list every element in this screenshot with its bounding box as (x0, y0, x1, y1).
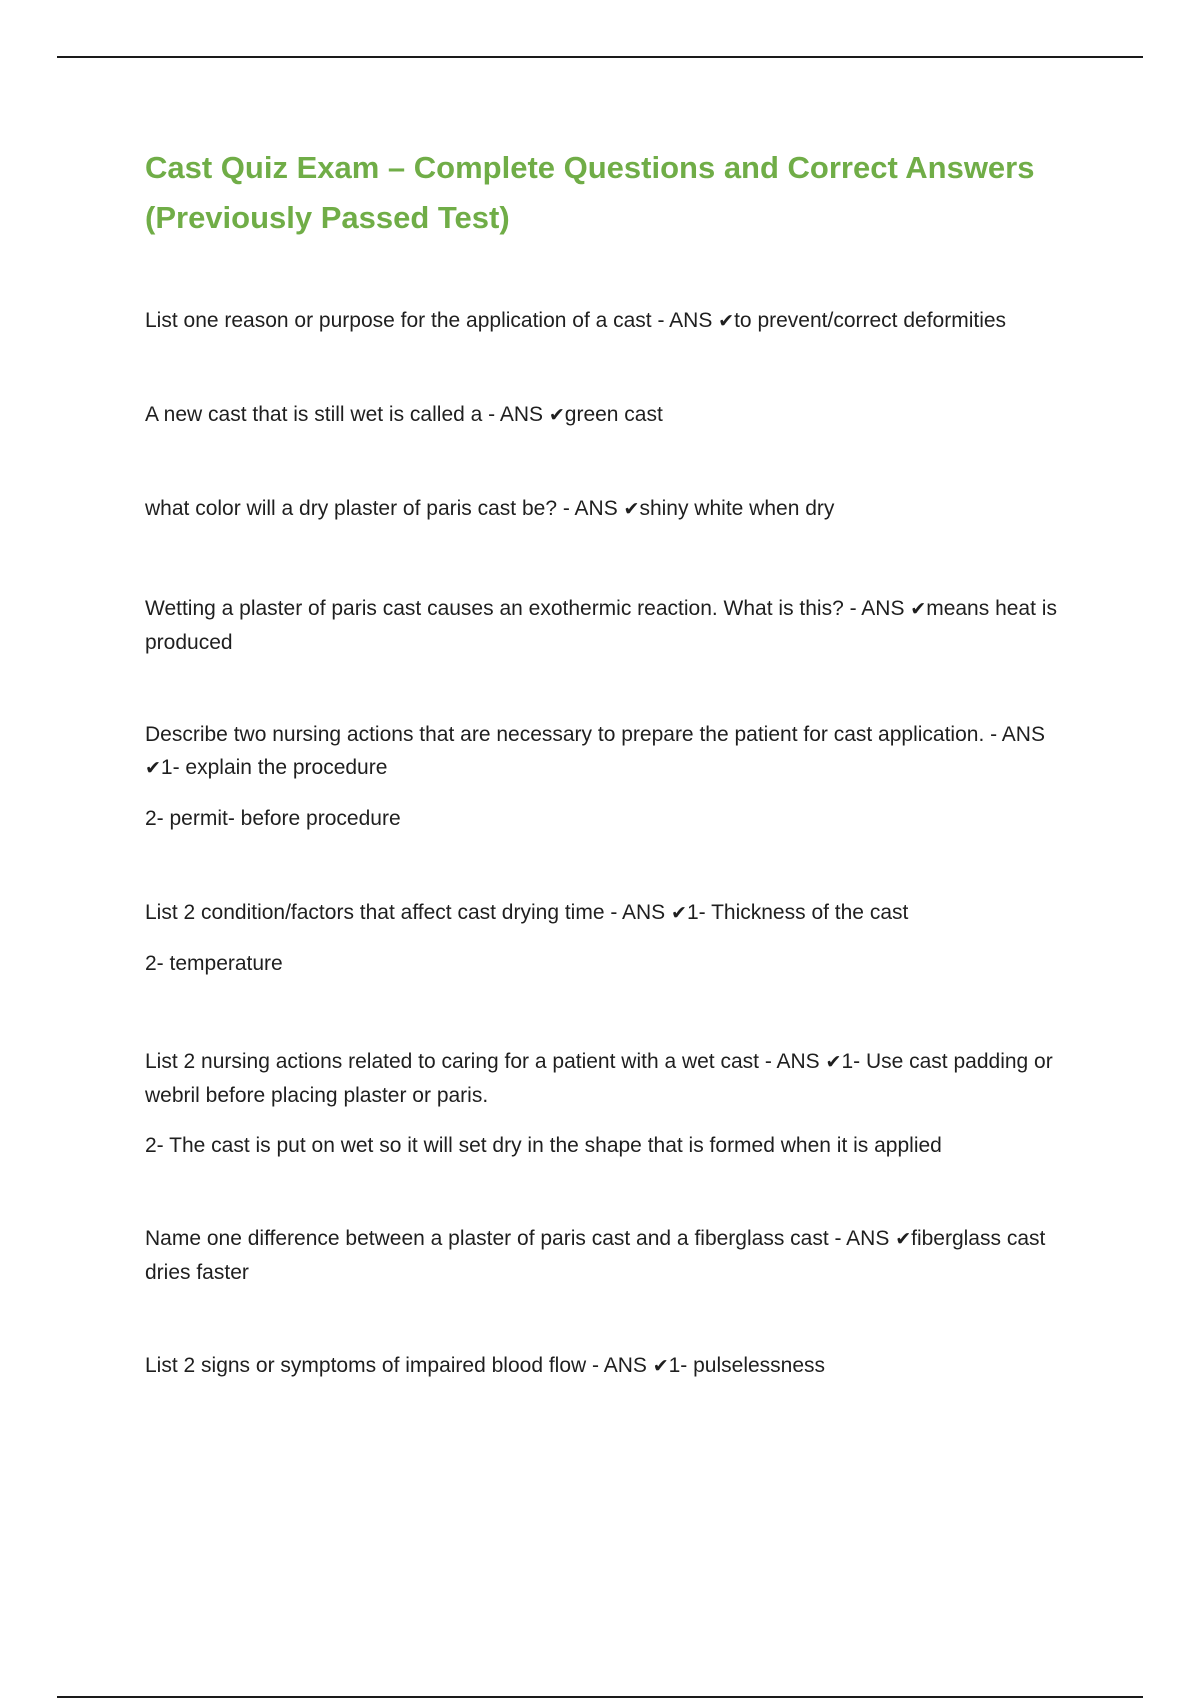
qa-question (145, 1222, 1085, 1289)
question-text: Wetting a plaster of paris cast causes an exothermic reaction. What is this? - ANS (145, 597, 911, 620)
answer-text: green cast (564, 403, 663, 426)
qa-question (145, 718, 1085, 785)
qa-answer-continuation: 2- permit- before procedure (145, 807, 401, 830)
question-text: List one reason or purpose for the application of a cast - ANS (145, 309, 719, 332)
check-mark-icon: ✔ (623, 498, 640, 520)
title-line-1: Cast Quiz Exam – Complete Questions and Correct Answers (145, 150, 1035, 185)
answer-text: 1- pulselessness (668, 1354, 826, 1377)
question-text: A new cast that is still wet is called a - ANS (145, 403, 549, 426)
answer-text: 1- Thickness of the cast (686, 901, 909, 924)
document-body (145, 143, 1085, 1383)
answer-text: 1- explain the procedure (160, 756, 388, 779)
qa-item (145, 492, 1085, 526)
check-mark-icon: ✔ (910, 598, 927, 620)
question-text: List 2 condition/factors that affect cast drying time - ANS (145, 901, 672, 924)
qa-item (145, 896, 1085, 980)
check-mark-icon: ✔ (671, 902, 687, 924)
qa-answer-continuation: 2- temperature (145, 952, 283, 975)
check-mark-icon: ✔ (548, 404, 565, 426)
qa-question (145, 398, 1085, 432)
question-text: Name one difference between a plaster of paris cast and a fiberglass cast - ANS (145, 1227, 896, 1250)
question-text: List 2 nursing actions related to caring for a patient with a wet cast - ANS (145, 1050, 826, 1073)
qa-question (145, 896, 1085, 930)
qa-list (145, 304, 1085, 1383)
qa-question (145, 1349, 1085, 1383)
qa-question (145, 592, 1085, 659)
check-mark-icon: ✔ (895, 1228, 912, 1250)
question-text: Describe two nursing actions that are necessary to prepare the patient for cast application. - ANS (145, 723, 1045, 746)
qa-item (145, 718, 1085, 835)
answer-text: to prevent/correct deformities (734, 309, 1007, 332)
check-mark-icon: ✔ (825, 1051, 842, 1073)
qa-question (145, 492, 1085, 526)
qa-item (145, 1349, 1085, 1383)
document-title (145, 143, 1085, 243)
question-text: what color will a dry plaster of paris cast be? - ANS (145, 497, 624, 520)
answer-text: 1- Use cast padding or webril before placing plaster or paris. (145, 1050, 1053, 1107)
question-text: List 2 signs or symptoms of impaired blood flow - ANS (145, 1354, 653, 1377)
check-mark-icon: ✔ (145, 757, 161, 779)
qa-item (145, 398, 1085, 432)
check-mark-icon: ✔ (652, 1355, 669, 1377)
qa-item (145, 1222, 1085, 1289)
qa-item (145, 304, 1085, 338)
qa-answer-continuation: 2- The cast is put on wet so it will set dry in the shape that is formed when it is applied (145, 1134, 942, 1157)
qa-item (145, 592, 1085, 659)
answer-text: means heat is produced (145, 597, 1057, 654)
answer-text: fiberglass cast dries faster (145, 1227, 1046, 1284)
answer-text: shiny white when dry (639, 497, 835, 520)
header-rule (57, 56, 1143, 58)
check-mark-icon: ✔ (718, 310, 735, 332)
qa-question (145, 1045, 1085, 1112)
footer-rule (57, 1696, 1143, 1698)
title-line-2: (Previously Passed Test) (145, 200, 510, 235)
qa-question (145, 304, 1085, 338)
qa-item (145, 1045, 1085, 1162)
